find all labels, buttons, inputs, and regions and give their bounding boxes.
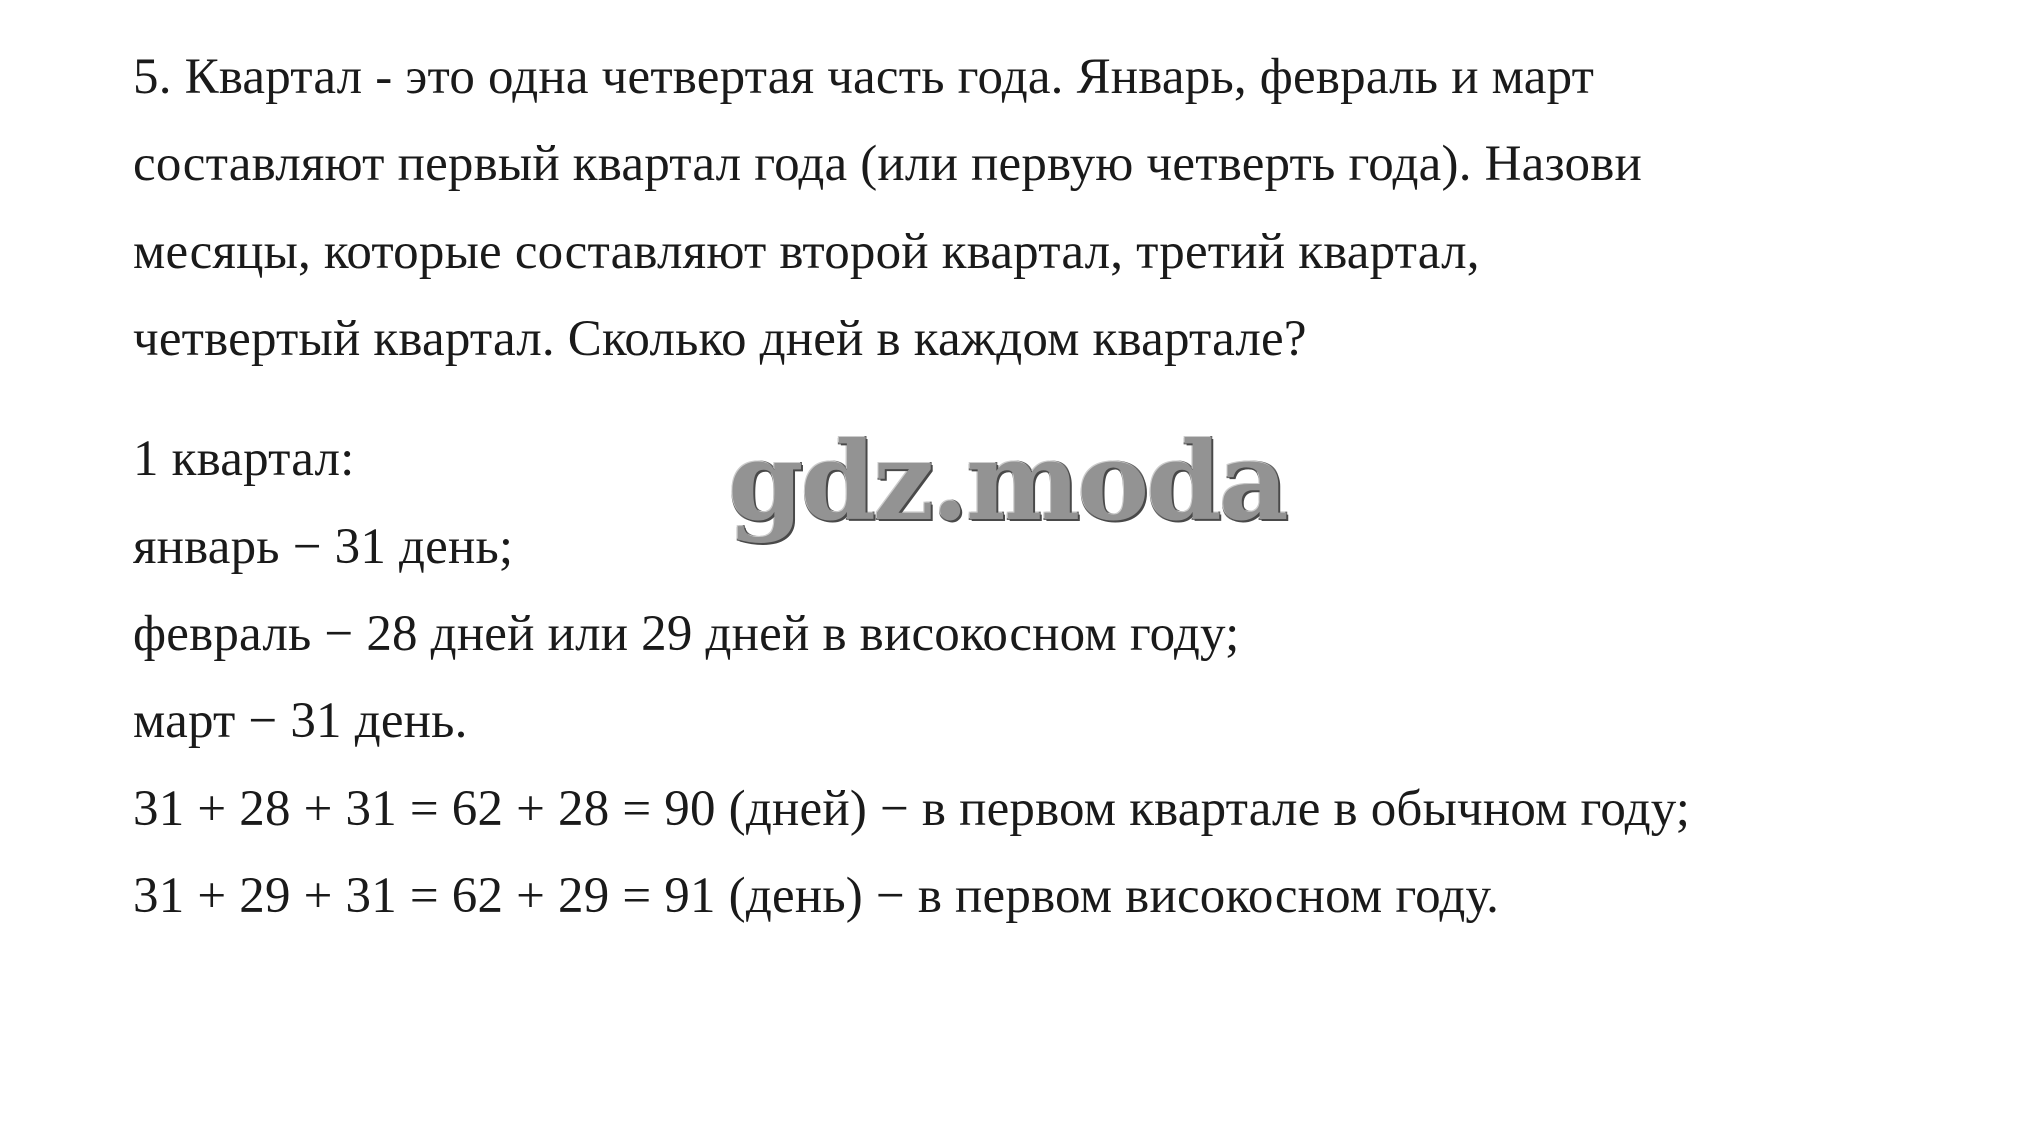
solution-line-5: 31 + 28 + 31 = 62 + 28 = 90 (дней) − в первом квартале в обычном году;	[133, 781, 1691, 837]
task-line-2: составляют первый квартал года (или первую четверть года). Назови	[133, 136, 1642, 192]
solution-line-1: 1 квартал:	[133, 431, 355, 487]
task-line-1: 5. Квартал - это одна четвертая часть года. Январь, февраль и март	[133, 49, 1595, 105]
task-line-3: месяцы, которые составляют второй квартал, третий квартал,	[133, 224, 1480, 280]
solution-line-4: март − 31 день.	[133, 693, 468, 749]
task-line-4: четвертый квартал. Сколько дней в каждом квартале?	[133, 311, 1307, 367]
solution-line-2: январь − 31 день;	[133, 519, 514, 575]
watermark-logo: gdz.moda	[728, 419, 1286, 545]
solution-line-6: 31 + 29 + 31 = 62 + 29 = 91 (день) − в первом високосном году.	[133, 868, 1500, 924]
solution-line-3: февраль − 28 дней или 29 дней в високосном году;	[133, 606, 1240, 662]
